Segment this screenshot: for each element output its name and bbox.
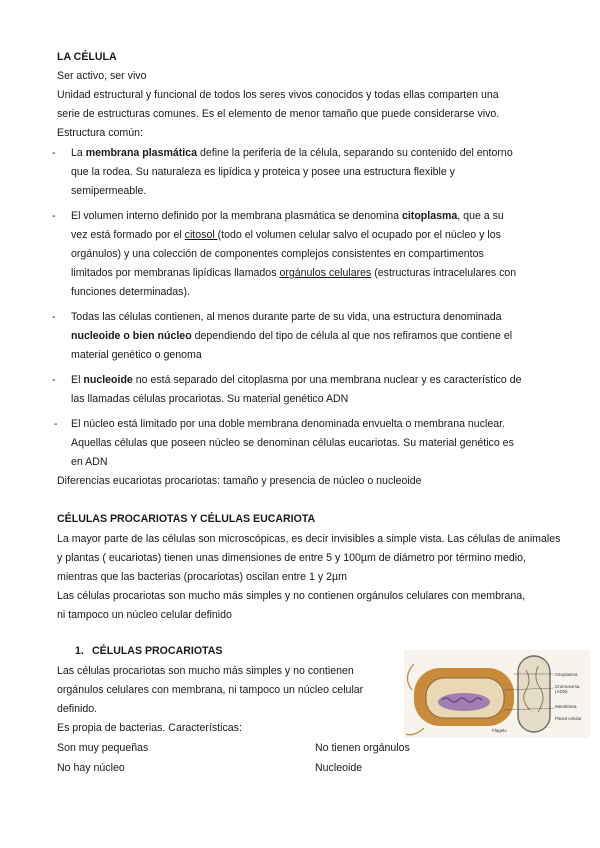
term-citosol: citosol (184, 229, 218, 241)
bullet-dash: - (54, 418, 58, 430)
prokaryote-illustration (404, 650, 590, 738)
feature-item: No hay núcleo (57, 762, 125, 774)
dna-shape (438, 693, 490, 711)
bullet-1-line: semipermeable. (71, 185, 147, 197)
term-nucleoide-nucleo: nucleoide o bien núcleo (71, 330, 192, 342)
term-membrana: membrana plasmática (85, 147, 198, 159)
section-line: Las células procariotas son mucho más simples y no contienen orgánulos celulares con membrana, (57, 590, 526, 602)
figure-label: (ADN) (555, 689, 568, 694)
figure-label: Membrana (555, 704, 577, 709)
figure-label: Cromosoma (555, 684, 580, 689)
section-line: definido. (57, 703, 98, 715)
figure-label: Citoplasma (555, 672, 578, 677)
section-line: ni tampoco un núcleo celular definido (57, 609, 232, 621)
bullet-dash: - (52, 374, 56, 386)
figure-label: Pared celular (555, 716, 582, 721)
differences-line: Diferencias eucariotas procariotas: tamaño y presencia de núcleo o nucleoide (57, 475, 422, 487)
term-organulos: orgánulos celulares (279, 267, 372, 279)
bullet-dash: - (52, 311, 56, 323)
bullet-4-line: las llamadas células procariotas. Su material genético ADN (71, 393, 349, 405)
section-line: y plantas ( eucariotas) tienen unas dimensiones de entre 5 y 100µm de diámetro por término medio, (57, 552, 526, 564)
bullet-1-line: que la rodea. Su naturaleza es lipídica y proteica y posee una estructura flexible y (71, 166, 455, 178)
prokaryote-diagram (404, 650, 590, 738)
term-nucleoide: nucleoide (83, 374, 133, 386)
bullet-5-line: Aquellas células que poseen núcleo se denominan células eucariotas. Su material genético es (71, 437, 514, 449)
subtitle: Ser activo, ser vivo (57, 70, 147, 82)
term-citoplasma: citoplasma (401, 210, 458, 222)
bullet-dash: - (52, 210, 56, 222)
feature-item: Son muy pequeñas (57, 742, 149, 754)
section-heading: CÉLULAS PROCARIOTAS (92, 645, 223, 657)
page-title: LA CÉLULA (57, 51, 117, 63)
bullet-3-line: Todas las células contienen, al menos durante parte de su vida, una estructura denominada (71, 311, 502, 323)
bullet-2-line: orgánulos) y una colección de componentes complejos consistentes en compartimentos (71, 248, 484, 260)
feature-item: Nucleoide (315, 762, 363, 774)
bullet-5-line: en ADN (71, 456, 108, 468)
bullet-3-line: nucleoide o bien núcleo dependiendo del tipo de célula al que nos refiramos que contiene el (71, 330, 513, 342)
section-line: mientras que las bacterias (procariotas) oscilan entre 1 y 2µm (57, 571, 347, 583)
section-line: Es propia de bacterias. Características: (57, 722, 242, 734)
bullet-dash: - (52, 147, 56, 159)
section-number: 1. (75, 645, 84, 657)
bullet-4-line: El nucleoide no está separado del citoplasma por una membrana nuclear y es característico de (71, 374, 522, 386)
bullet-2-line: El volumen interno definido por la membrana plasmática se denomina citoplasma, que a su (71, 210, 504, 222)
section-heading: CÉLULAS PROCARIOTAS Y CÉLULAS EUCARIOTA (57, 513, 316, 525)
bullet-2-line: limitados por membranas lipídicas llamados orgánulos celulares (estructuras intracelulares con (71, 267, 517, 279)
intro-line: serie de estructuras comunes. Es el elemento de menor tamaño que puede considerarse vivo. (57, 108, 500, 120)
section-line: Las células procariotas son mucho más simples y no contienen (57, 665, 354, 677)
section-line: La mayor parte de las células son microscópicas, es decir invisibles a simple vista. Las células de animales (57, 533, 561, 545)
feature-item: No tienen orgánulos (315, 742, 410, 754)
bullet-3-line: material genético o genoma (71, 349, 202, 361)
bacterium-shape (518, 656, 550, 732)
section-line: orgánulos celulares con membrana, ni tampoco un núcleo celular (57, 684, 364, 696)
bullet-2-line: vez está formado por el citosol (todo el volumen celular salvo el ocupado por el núcleo y los (71, 229, 501, 241)
intro-line: Estructura común: (57, 127, 143, 139)
intro-line: Unidad estructural y funcional de todos los seres vivos conocidos y todas ellas comparten una (57, 89, 499, 101)
bullet-1-line: La membrana plasmática define la periferia de la célula, separando su contenido del entorno (71, 147, 513, 159)
figure-label: Flagelo (492, 728, 507, 733)
bullet-2-line: funciones determinadas). (71, 286, 190, 298)
bullet-5-line: El núcleo está limitado por una doble membrana denominada envuelta o membrana nuclear. (71, 418, 506, 430)
